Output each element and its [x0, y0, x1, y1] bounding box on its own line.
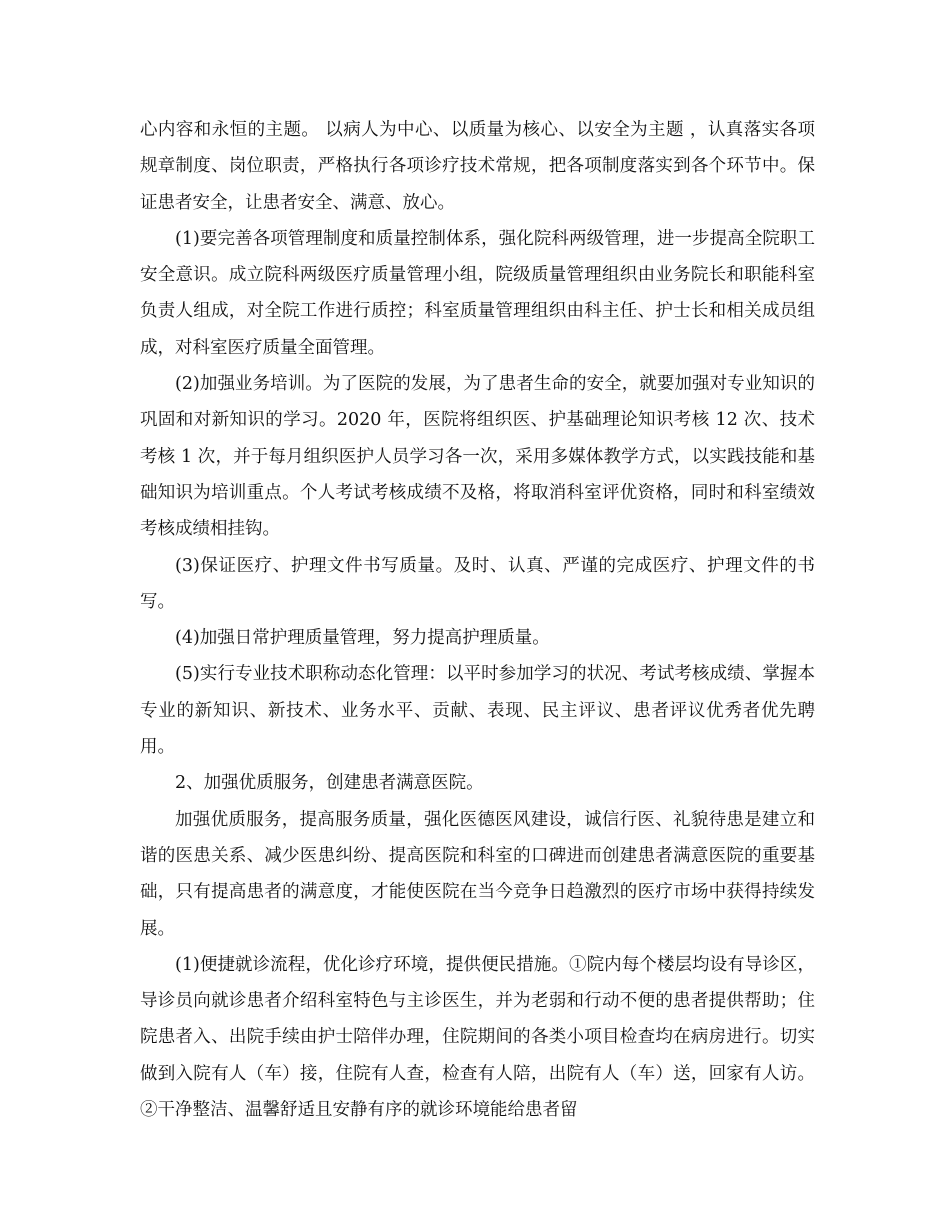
- paragraph-item-2: (2)加强业务培训。为了医院的发展，为了患者生命的安全，就要加强对专业知识的巩固和对新知识的学习。2020 年，医院将组织医、护基础理论知识考核 12 次、技术考核 1 次，并于每月组织医护人员学习各一次，采用多媒体教学方式，以实践技能和基础知识为培训重点。个人考试考核成绩不及格，将取消科室评优资格，同时和科室绩效考核成绩相挂钩。: [140, 374, 815, 540]
- paragraph-section-2-intro: 加强优质服务，提高服务质量，强化医德医风建设，诚信行医、礼貌待患是建立和谐的医患关系、减少医患纠纷、提高医院和科室的口碑进而创建患者满意医院的重要基础，只有提高患者的满意度，才能使医院在当今竞争日趋激烈的医疗市场中获得持续发展。: [140, 809, 815, 939]
- paragraph-item-3: (3)保证医疗、护理文件书写质量。及时、认真、严谨的完成医疗、护理文件的书写。: [140, 555, 815, 612]
- paragraph-section-2-item-1: (1)便捷就诊流程，优化诊疗环境，提供便民措施。①院内每个楼层均设有导诊区，导诊员向就诊患者介绍科室特色与主诊医生，并为老弱和行动不便的患者提供帮助；住院患者入、出院手续由护士陪伴办理，住院期间的各类小项目检查均在病房进行。切实做到入院有人（车）接，住院有人查，检查有人陪，出院有人（车）送，回家有人访。②干净整洁、温馨舒适且安静有序的就诊环境能给患者留: [140, 954, 815, 1121]
- paragraph-item-1: (1)要完善各项管理制度和质量控制体系，强化院科两级管理，进一步提高全院职工安全意识。成立院科两级医疗质量管理小组，院级质量管理组织由业务院长和职能科室负责人组成，对全院工作进行质控；科室质量管理组织由科主任、护士长和相关成员组成，对科室医疗质量全面管理。: [140, 228, 815, 358]
- section-heading-2: 2、加强优质服务，创建患者满意医院。: [175, 773, 484, 794]
- paragraph-continuation: 心内容和永恒的主题。 以病人为中心、以质量为核心、以安全为主题 ，认真落实各项规章制度、岗位职责，严格执行各项诊疗技术常规，把各项制度落实到各个环节中。保证患者安全，让患者安全、满意、放心。: [140, 120, 815, 213]
- document-body: [140, 112, 815, 1128]
- paragraph-item-4: (4)加强日常护理质量管理，努力提高护理质量。: [175, 628, 550, 649]
- paragraph-item-5: (5)实行专业技术职称动态化管理：以平时参加学习的状况、考试考核成绩、掌握本专业的新知识、新技术、业务水平、贡献、表现、民主评议、患者评议优秀者优先聘用。: [140, 664, 815, 758]
